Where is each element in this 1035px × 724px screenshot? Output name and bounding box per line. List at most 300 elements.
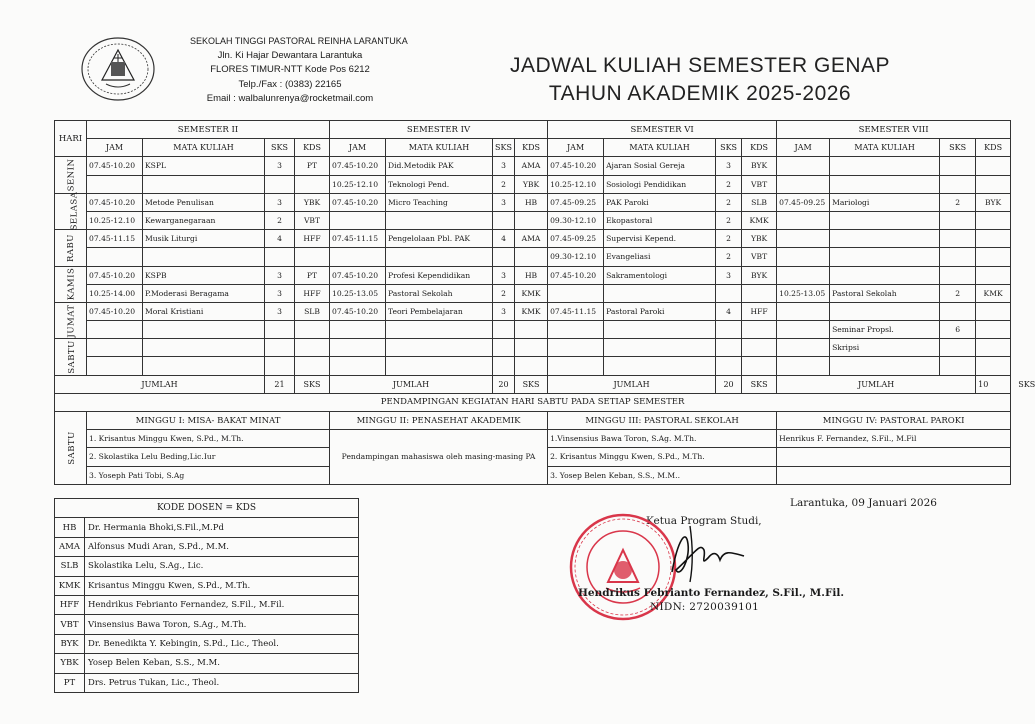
cell-kds: [976, 248, 1011, 266]
cell-sks: [940, 357, 976, 375]
signature-role: Ketua Program Studi,: [646, 515, 762, 527]
signatory-nidn: NIDN: 2720039101: [650, 601, 760, 613]
jumlah-unit: [976, 375, 1035, 393]
cell-jam: 10.25-13.05: [330, 284, 386, 302]
cell-mata-kuliah: Micro Teaching: [386, 193, 493, 211]
cell-mata-kuliah: Pastoral Paroki: [604, 302, 716, 320]
minggu4-pendamping: [777, 448, 1011, 466]
cell-sks: [940, 248, 976, 266]
cell-kds: [976, 211, 1011, 229]
minggu1-pendamping: 1. Krisantus Minggu Kwen, S.Pd., M.Th.: [87, 430, 330, 448]
title-line-1: JADWAL KULIAH SEMESTER GENAP: [509, 54, 891, 77]
cell-kds: [295, 175, 330, 193]
cell-mata-kuliah: Teori Pembelajaran: [386, 302, 493, 320]
cell-mata-kuliah: [143, 321, 265, 339]
minggu1-pendamping: 3. Yoseph Pati Tobi, S.Ag: [87, 466, 330, 484]
cell-kds: [295, 248, 330, 266]
cell-sks: [716, 357, 742, 375]
document-title: [500, 52, 900, 108]
cell-jam: 07.45-09.25: [548, 193, 604, 211]
col-kds: KDS: [976, 139, 1011, 157]
cell-mata-kuliah: [830, 357, 940, 375]
minggu2-pendamping: Pendampingan mahasiswa oleh masing-masing PA: [330, 430, 548, 485]
cell-mata-kuliah: [604, 284, 716, 302]
schedule-row: [55, 193, 1011, 211]
cell-mata-kuliah: Profesi Kependidikan: [386, 266, 493, 284]
column-header-row: [55, 139, 1011, 157]
jumlah-unit: SKS: [295, 375, 330, 393]
kode-dosen-table: [54, 498, 359, 693]
cell-mata-kuliah: Ajaran Sosial Gereja: [604, 157, 716, 175]
cell-jam: [87, 248, 143, 266]
pendampingan-title: PENDAMPINGAN KEGIATAN HARI SABTU PADA SETIAP SEMESTER: [55, 393, 1011, 411]
cell-sks: 2: [716, 175, 742, 193]
cell-jam: 10.25-12.10: [548, 175, 604, 193]
pendampingan-title-row: [55, 393, 1011, 411]
hari-header: HARI: [55, 121, 87, 157]
cell-mata-kuliah: KSPB: [143, 266, 265, 284]
schedule-row: [55, 230, 1011, 248]
schedule-row: [55, 284, 1011, 302]
jumlah-label: JUMLAH: [55, 375, 265, 393]
cell-jam: 07.45-10.20: [87, 193, 143, 211]
cell-jam: 07.45-11.15: [87, 230, 143, 248]
cell-sks: 4: [265, 230, 295, 248]
cell-sks: [716, 284, 742, 302]
cell-sks: [265, 321, 295, 339]
cell-mata-kuliah: Moral Kristiani: [143, 302, 265, 320]
day-label-selasa: SELASA: [55, 193, 87, 229]
cell-jam: 07.45-11.15: [548, 302, 604, 320]
cell-kds: KMK: [976, 284, 1011, 302]
cell-sks: 6: [940, 321, 976, 339]
kode-dosen-row: [55, 537, 359, 556]
cell-mata-kuliah: [830, 175, 940, 193]
cell-mata-kuliah: [143, 248, 265, 266]
lecturer-name: Hendrikus Febrianto Fernandez, S.Fil., M.Fil.: [85, 595, 359, 614]
cell-sks: 3: [265, 302, 295, 320]
cell-sks: 3: [265, 193, 295, 211]
cell-sks: 2: [493, 175, 515, 193]
cell-jam: 07.45-10.20: [548, 157, 604, 175]
cell-mata-kuliah: Pastoral Sekolah: [386, 284, 493, 302]
cell-jam: 09.30-12.10: [548, 211, 604, 229]
cell-sks: [265, 357, 295, 375]
cell-mata-kuliah: Mariologi: [830, 193, 940, 211]
cell-sks: 4: [716, 302, 742, 320]
cell-jam: 09.30-12.10: [548, 248, 604, 266]
col-mata-kuliah: MATA KULIAH: [830, 139, 940, 157]
cell-sks: 2: [716, 193, 742, 211]
schedule-row: [55, 321, 1011, 339]
handwritten-signature: [660, 520, 750, 590]
cell-mata-kuliah: [143, 175, 265, 193]
lecturer-name: Drs. Petrus Tukan, Lic., Theol.: [85, 673, 359, 692]
cell-sks: [940, 230, 976, 248]
minggu4-pendamping: Henrikus F. Fernandez, S.Fil., M.Fil: [777, 430, 1011, 448]
schedule-body: [55, 157, 1011, 375]
kode-dosen-row: [55, 673, 359, 692]
cell-jam: [330, 321, 386, 339]
kode-dosen-row: [55, 615, 359, 634]
jumlah-unit: SKS: [515, 375, 548, 393]
institution-address: Jln. Ki Hajar Dewantara Larantuka: [217, 49, 363, 61]
schedule-row: [55, 302, 1011, 320]
lecturer-code: HB: [55, 518, 85, 537]
cell-sks: [265, 339, 295, 357]
cell-mata-kuliah: [143, 357, 265, 375]
cell-kds: VBT: [295, 211, 330, 229]
cell-mata-kuliah: P.Moderasi Beragama: [143, 284, 265, 302]
lecturer-code: PT: [55, 673, 85, 692]
cell-kds: SLB: [295, 302, 330, 320]
cell-kds: KMK: [742, 211, 777, 229]
cell-kds: [515, 321, 548, 339]
cell-mata-kuliah: [386, 321, 493, 339]
cell-jam: [87, 357, 143, 375]
jumlah-row: [55, 375, 1011, 393]
cell-kds: HFF: [295, 230, 330, 248]
cell-sks: [940, 157, 976, 175]
cell-kds: HB: [515, 266, 548, 284]
cell-jam: [548, 284, 604, 302]
cell-mata-kuliah: [830, 302, 940, 320]
cell-jam: [777, 248, 830, 266]
minggu1-pendamping: 2. Skolastika Lelu Beding,Lic.Iur: [87, 448, 330, 466]
cell-kds: BYK: [976, 193, 1011, 211]
cell-jam: 07.45-10.20: [330, 266, 386, 284]
cell-sks: 2: [265, 211, 295, 229]
cell-kds: [976, 175, 1011, 193]
schedule-row: [55, 339, 1011, 357]
col-jam: JAM: [330, 139, 386, 157]
col-kds: KDS: [515, 139, 548, 157]
cell-sks: [716, 339, 742, 357]
cell-jam: [777, 266, 830, 284]
cell-mata-kuliah: [386, 248, 493, 266]
cell-mata-kuliah: Metode Penulisan: [143, 193, 265, 211]
lecturer-code: YBK: [55, 654, 85, 673]
day-label-sabtu-pendampingan: SABTU: [55, 412, 87, 485]
cell-mata-kuliah: [386, 357, 493, 375]
col-jam: JAM: [548, 139, 604, 157]
cell-mata-kuliah: [143, 339, 265, 357]
kode-dosen-body: [55, 518, 359, 693]
lecturer-name: Krisantus Minggu Kwen, S.Pd., M.Th.: [85, 576, 359, 595]
cell-jam: [548, 339, 604, 357]
semester-header: SEMESTER VIII: [777, 121, 1011, 139]
cell-mata-kuliah: Did.Metodik PAK: [386, 157, 493, 175]
cell-kds: YBK: [742, 230, 777, 248]
cell-jam: 07.45-09.25: [548, 230, 604, 248]
day-label-jumat: JUMAT: [55, 302, 87, 338]
cell-jam: [330, 339, 386, 357]
cell-sks: [940, 211, 976, 229]
cell-sks: [265, 175, 295, 193]
jumlah-total: 21: [265, 375, 295, 393]
cell-kds: KMK: [515, 284, 548, 302]
cell-jam: [87, 321, 143, 339]
cell-jam: 10.25-13.05: [777, 284, 830, 302]
minggu4-pendamping: [777, 466, 1011, 484]
schedule-row: [55, 266, 1011, 284]
cell-jam: [548, 321, 604, 339]
cell-mata-kuliah: [830, 248, 940, 266]
cell-kds: VBT: [742, 248, 777, 266]
minggu3-header: MINGGU III: PASTORAL SEKOLAH: [548, 412, 777, 430]
cell-sks: 3: [493, 266, 515, 284]
cell-jam: [548, 357, 604, 375]
cell-kds: [295, 321, 330, 339]
schedule-row: [55, 157, 1011, 175]
cell-mata-kuliah: Kewarganegaraan: [143, 211, 265, 229]
cell-jam: 10.25-12.10: [330, 175, 386, 193]
cell-mata-kuliah: [830, 157, 940, 175]
jumlah-total: 20: [493, 375, 515, 393]
cell-sks: 2: [716, 211, 742, 229]
cell-kds: BYK: [742, 157, 777, 175]
lecturer-name: Yosep Belen Keban, S.S., M.M.: [85, 654, 359, 673]
cell-kds: SLB: [742, 193, 777, 211]
semester-header: SEMESTER VI: [548, 121, 777, 139]
cell-kds: [742, 357, 777, 375]
cell-jam: [777, 321, 830, 339]
cell-mata-kuliah: Teknologi Pend.: [386, 175, 493, 193]
cell-jam: 07.45-10.20: [548, 266, 604, 284]
minggu2-header: MINGGU II: PENASEHAT AKADEMIK: [330, 412, 548, 430]
lecturer-code: HFF: [55, 595, 85, 614]
institution-region: FLORES TIMUR-NTT Kode Pos 6212: [210, 64, 370, 75]
cell-mata-kuliah: Skripsi: [830, 339, 940, 357]
place-date: Larantuka, 09 Januari 2026: [790, 497, 937, 509]
cell-kds: HFF: [742, 302, 777, 320]
cell-sks: [940, 302, 976, 320]
col-jam: JAM: [87, 139, 143, 157]
cell-sks: [493, 211, 515, 229]
cell-kds: [515, 339, 548, 357]
cell-sks: [493, 248, 515, 266]
kode-dosen-row: [55, 634, 359, 653]
cell-jam: [330, 357, 386, 375]
cell-sks: 3: [265, 284, 295, 302]
cell-kds: KMK: [515, 302, 548, 320]
cell-kds: YBK: [515, 175, 548, 193]
cell-sks: [493, 321, 515, 339]
title-line-2: TAHUN AKADEMIK 2025-2026: [548, 82, 852, 105]
minggu1-header: MINGGU I: MISA- BAKAT MINAT: [87, 412, 330, 430]
cell-jam: [777, 211, 830, 229]
minggu3-pendamping: 3. Yosep Belen Keban, S.S., M.M..: [548, 466, 777, 484]
institution-header: [190, 34, 408, 107]
cell-mata-kuliah: KSPL: [143, 157, 265, 175]
cell-mata-kuliah: Sakramentologi: [604, 266, 716, 284]
pendamping-row: [55, 430, 1011, 448]
cell-kds: [515, 211, 548, 229]
schedule-row: [55, 248, 1011, 266]
schedule-row: [55, 175, 1011, 193]
cell-sks: 3: [493, 193, 515, 211]
cell-kds: [976, 339, 1011, 357]
col-mata-kuliah: MATA KULIAH: [143, 139, 265, 157]
cell-sks: 3: [265, 157, 295, 175]
jumlah-unit-8: SKS: [1018, 379, 1035, 389]
col-sks: SKS: [940, 139, 976, 157]
cell-jam: [330, 248, 386, 266]
cell-kds: HB: [515, 193, 548, 211]
institution-phone: Telp./Fax : (0383) 22165: [238, 78, 342, 90]
cell-kds: [976, 157, 1011, 175]
cell-kds: [742, 339, 777, 357]
cell-mata-kuliah: [604, 357, 716, 375]
cell-jam: [87, 339, 143, 357]
jumlah-label: JUMLAH: [777, 375, 976, 393]
cell-kds: [515, 248, 548, 266]
cell-jam: 07.45-10.20: [330, 157, 386, 175]
day-label-kamis: KAMIS: [55, 266, 87, 302]
cell-mata-kuliah: [604, 339, 716, 357]
cell-jam: 10.25-14.00: [87, 284, 143, 302]
cell-sks: 3: [716, 266, 742, 284]
cell-mata-kuliah: Sosiologi Pendidikan: [604, 175, 716, 193]
cell-sks: 2: [940, 284, 976, 302]
cell-jam: [330, 211, 386, 229]
cell-sks: [940, 266, 976, 284]
cell-kds: [742, 321, 777, 339]
day-label-senin: SENIN: [55, 157, 87, 193]
cell-jam: [777, 339, 830, 357]
institution-name: SEKOLAH TINGGI PASTORAL REINHA LARANTUKA: [190, 36, 408, 46]
lecturer-code: SLB: [55, 557, 85, 576]
institution-logo: [80, 36, 156, 102]
cell-mata-kuliah: Seminar Propsl.: [830, 321, 940, 339]
cell-kds: [976, 230, 1011, 248]
cell-jam: 07.45-11.15: [330, 230, 386, 248]
day-label-rabu: RABU: [55, 230, 87, 266]
cell-jam: 07.45-10.20: [87, 266, 143, 284]
col-mata-kuliah: MATA KULIAH: [386, 139, 493, 157]
cell-kds: [976, 321, 1011, 339]
cell-jam: [777, 357, 830, 375]
minggu3-pendamping: 1.Vinsensius Bawa Toron, S.Ag. M.Th.: [548, 430, 777, 448]
cell-sks: 2: [940, 193, 976, 211]
col-kds: KDS: [742, 139, 777, 157]
cell-jam: [87, 175, 143, 193]
cell-sks: [493, 339, 515, 357]
cell-jam: 07.45-10.20: [87, 157, 143, 175]
cell-kds: BYK: [742, 266, 777, 284]
cell-jam: 07.45-10.20: [330, 193, 386, 211]
col-kds: KDS: [295, 139, 330, 157]
institution-email: Email : walbalunrenya@rocketmail.com: [206, 93, 374, 104]
cell-sks: 2: [716, 248, 742, 266]
cell-kds: [295, 339, 330, 357]
cell-jam: 07.45-10.20: [87, 302, 143, 320]
cell-sks: [265, 248, 295, 266]
cell-kds: AMA: [515, 230, 548, 248]
cell-mata-kuliah: [604, 321, 716, 339]
col-sks: SKS: [493, 139, 515, 157]
lecturer-name: Skolastika Lelu, S.Ag., Lic.: [85, 557, 359, 576]
cell-kds: [976, 302, 1011, 320]
cell-mata-kuliah: Supervisi Kepend.: [604, 230, 716, 248]
cell-sks: [493, 357, 515, 375]
cell-mata-kuliah: [386, 339, 493, 357]
cell-sks: 3: [493, 302, 515, 320]
cell-sks: 2: [716, 230, 742, 248]
jumlah-total: 20: [716, 375, 742, 393]
cell-sks: 4: [493, 230, 515, 248]
cell-mata-kuliah: [830, 266, 940, 284]
cell-sks: [940, 339, 976, 357]
lecturer-name: Vinsensius Bawa Toron, S.Ag., M.Th.: [85, 615, 359, 634]
cell-jam: 10.25-12.10: [87, 211, 143, 229]
cell-kds: [742, 284, 777, 302]
col-jam: JAM: [777, 139, 830, 157]
cell-mata-kuliah: PAK Paroki: [604, 193, 716, 211]
cell-kds: [515, 357, 548, 375]
schedule-row: [55, 357, 1011, 375]
cell-sks: [940, 175, 976, 193]
lecturer-code: KMK: [55, 576, 85, 595]
cell-sks: [716, 321, 742, 339]
cell-mata-kuliah: Evangeliasi: [604, 248, 716, 266]
lecturer-name: Dr. Benedikta Y. Kebingin, S.Pd., Lic., Theol.: [85, 634, 359, 653]
cell-mata-kuliah: Ekopastoral: [604, 211, 716, 229]
cell-jam: [777, 302, 830, 320]
cell-mata-kuliah: Pengelolaan Pbl. PAK: [386, 230, 493, 248]
jumlah-label: JUMLAH: [548, 375, 716, 393]
col-sks: SKS: [716, 139, 742, 157]
cell-kds: PT: [295, 266, 330, 284]
cell-kds: HFF: [295, 284, 330, 302]
cell-jam: 07.45-09.25: [777, 193, 830, 211]
jumlah-total-8: 10: [978, 379, 989, 389]
kode-dosen-row: [55, 576, 359, 595]
schedule-row: [55, 211, 1011, 229]
col-sks: SKS: [265, 139, 295, 157]
cell-mata-kuliah: Musik Liturgi: [143, 230, 265, 248]
cell-jam: [777, 230, 830, 248]
cell-jam: [777, 175, 830, 193]
kode-dosen-row: [55, 595, 359, 614]
cell-kds: AMA: [515, 157, 548, 175]
schedule-table: [54, 120, 1035, 485]
cell-kds: [976, 266, 1011, 284]
cell-sks: 2: [493, 284, 515, 302]
cell-sks: 3: [716, 157, 742, 175]
cell-mata-kuliah: [830, 230, 940, 248]
semester-header: SEMESTER IV: [330, 121, 548, 139]
signatory-name: Hendrikus Febrianto Fernandez, S.Fil., M.Fil.: [578, 587, 845, 599]
cell-jam: [777, 157, 830, 175]
minggu4-header: MINGGU IV: PASTORAL PAROKI: [777, 412, 1011, 430]
day-label-sabtu: SABTU: [55, 339, 87, 375]
cell-mata-kuliah: [386, 211, 493, 229]
lecturer-name: Dr. Hermania Bhoki,S.Fil.,M.Pd: [85, 518, 359, 537]
lecturer-code: VBT: [55, 615, 85, 634]
semester-header: SEMESTER II: [87, 121, 330, 139]
lecturer-code: AMA: [55, 537, 85, 556]
cell-sks: 3: [493, 157, 515, 175]
cell-kds: YBK: [295, 193, 330, 211]
cell-sks: 3: [265, 266, 295, 284]
jumlah-unit: SKS: [742, 375, 777, 393]
kode-dosen-row: [55, 654, 359, 673]
cell-kds: PT: [295, 157, 330, 175]
cell-mata-kuliah: Pastoral Sekolah: [830, 284, 940, 302]
cell-jam: 07.45-10.20: [330, 302, 386, 320]
jumlah-label: JUMLAH: [330, 375, 493, 393]
